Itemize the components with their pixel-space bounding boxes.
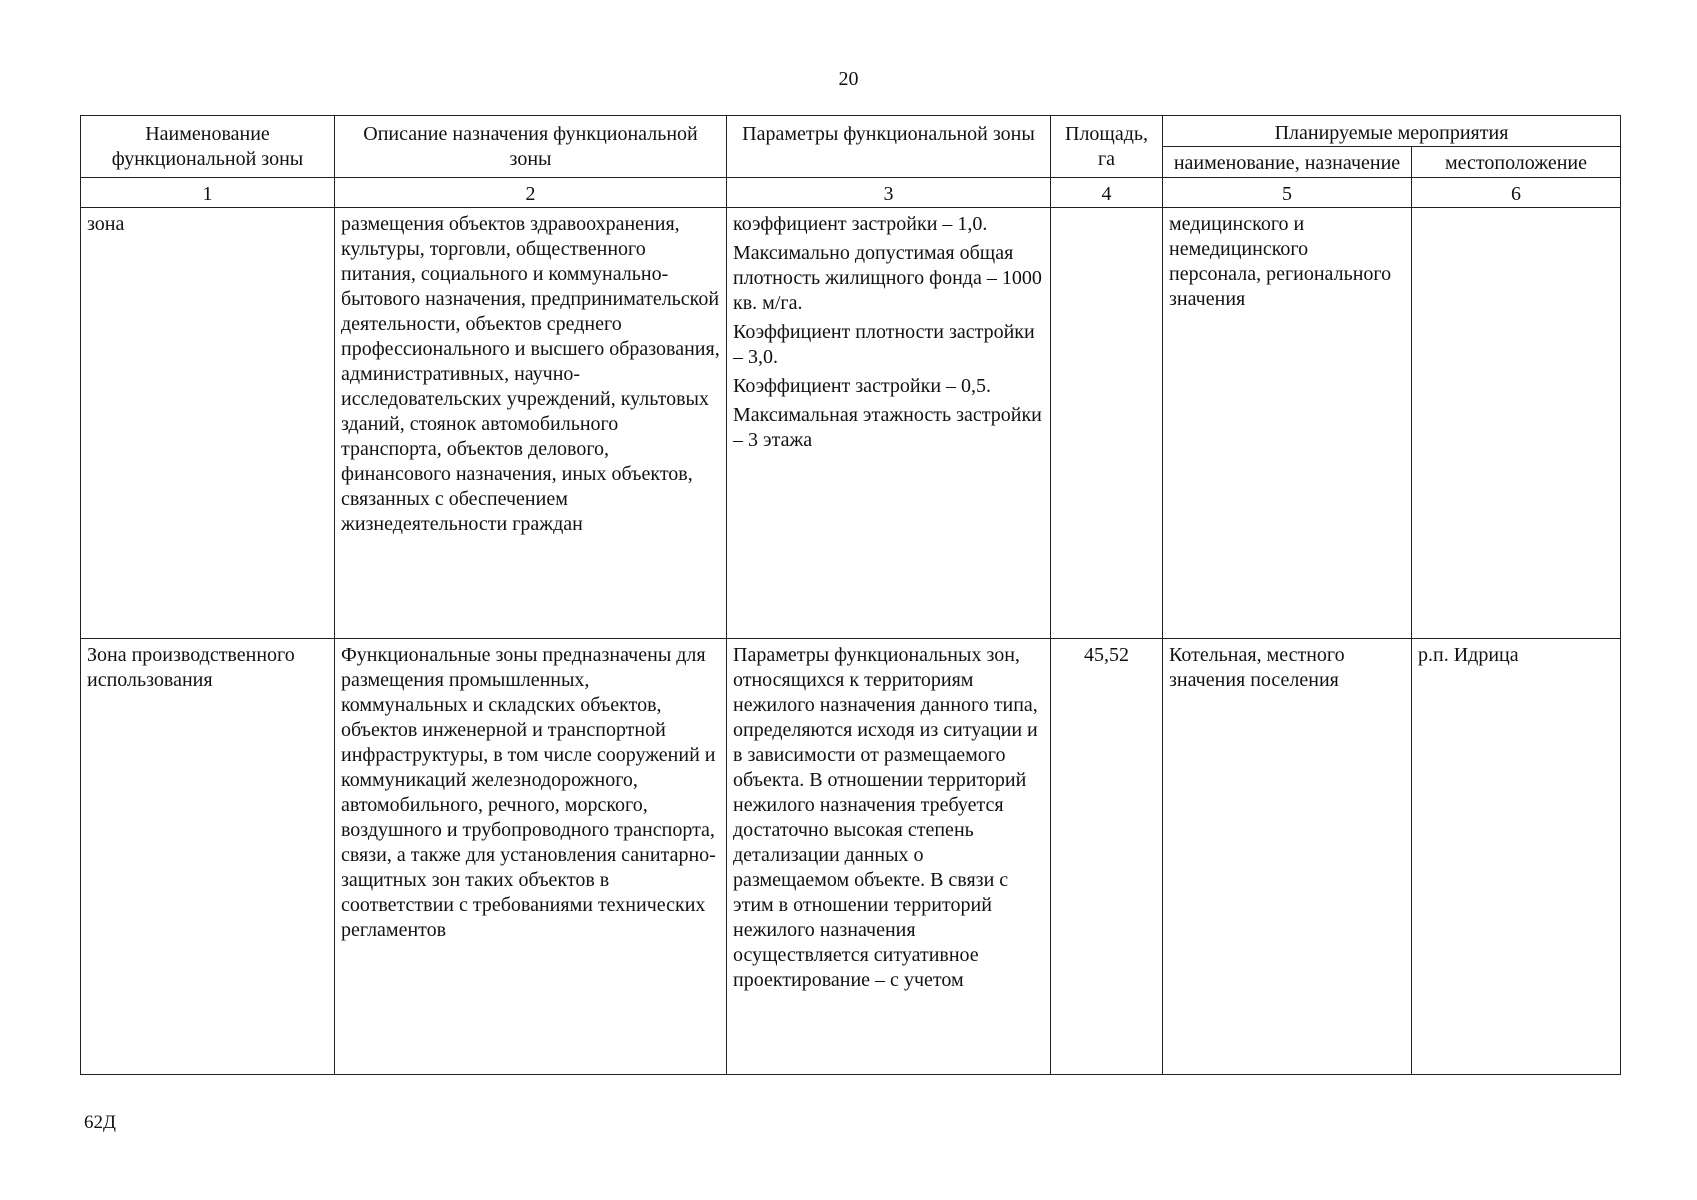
parameter-line: Максимально допустимая общая плотность жилищного фонда – 1000 кв. м/га.	[733, 242, 1042, 314]
planned-name-cell: медицинского и немедицинского персонала, регионального значения	[1163, 208, 1412, 639]
parameter-line: Параметры функциональных зон, относящихся к территориям нежилого назначения данного типа, определяются исходя из ситуации и в зависимости от размещаемого объекта. В отношении территорий нежилого назначения требуется достаточно высокая степень детализации данных о размещаемом объекте. В связи с этим в отношении территорий нежилого назначения осуществляется ситуативное проектирование – с учетом	[733, 644, 1038, 991]
header-planned-measures: Планируемые мероприятия	[1163, 116, 1621, 147]
header-description: Описание назначения функциональной зоны	[335, 116, 727, 178]
table-header-row	[81, 116, 1621, 147]
table-row	[81, 639, 1621, 1075]
planned-location-cell	[1412, 208, 1621, 639]
zone-parameters-cell	[727, 208, 1051, 639]
zone-description-cell: Функциональные зоны предназначены для размещения промышленных, коммунальных и складских объектов, объектов инженерной и транспортной инфраструктуры, в том числе сооружений и коммуникаций железнодорожного, автомобильного, речного, морского, воздушного и трубопроводного транспорта, связи, а также для установления санитарно-защитных зон таких объектов в соответствии с требованиями технических регламентов	[335, 639, 727, 1075]
zone-name-cell: зона	[81, 208, 335, 639]
zone-name-cell: Зона производственного использования	[81, 639, 335, 1075]
parameter-line: Коэффициент застройки – 0,5.	[733, 375, 992, 397]
parameter-line: коэффициент застройки – 1,0.	[733, 213, 988, 235]
parameter-line: Коэффициент плотности застройки – 3,0.	[733, 321, 1035, 368]
column-number: 3	[727, 178, 1051, 208]
header-parameters: Параметры функциональной зоны	[727, 116, 1051, 178]
zone-area-cell	[1051, 208, 1163, 639]
parameter-line: Максимальная этажность застройки – 3 этажа	[733, 404, 1042, 451]
column-number: 5	[1163, 178, 1412, 208]
header-zone-name: Наименование функциональной зоны	[81, 116, 335, 178]
table-row	[81, 208, 1621, 639]
header-planned-name: наименование, назначение	[1163, 147, 1412, 178]
page-number: 20	[838, 68, 859, 90]
zone-description-cell: размещения объектов здравоохранения, культуры, торговли, общественного питания, социального и коммунально-бытового назначения, предпринимательской деятельности, объектов среднего профессионального и высшего образования, административных, научно-исследовательских учреждений, культовых зданий, стоянок автомобильного транспорта, объектов делового, финансового назначения, иных объектов, связанных с обеспечением жизнедеятельности граждан	[335, 208, 727, 639]
zone-area-cell: 45,52	[1051, 639, 1163, 1075]
zone-parameters-cell	[727, 639, 1051, 1075]
column-number: 4	[1051, 178, 1163, 208]
document-code: 62Д	[84, 1112, 116, 1133]
column-number: 2	[335, 178, 727, 208]
planned-location-cell: р.п. Идрица	[1412, 639, 1621, 1075]
planned-name-cell: Котельная, местного значения поселения	[1163, 639, 1412, 1075]
column-number: 1	[81, 178, 335, 208]
column-number: 6	[1412, 178, 1621, 208]
header-planned-location: местоположение	[1412, 147, 1621, 178]
header-area: Площадь, га	[1051, 116, 1163, 178]
column-numbers-row	[81, 178, 1621, 208]
functional-zones-table	[80, 115, 1621, 1075]
